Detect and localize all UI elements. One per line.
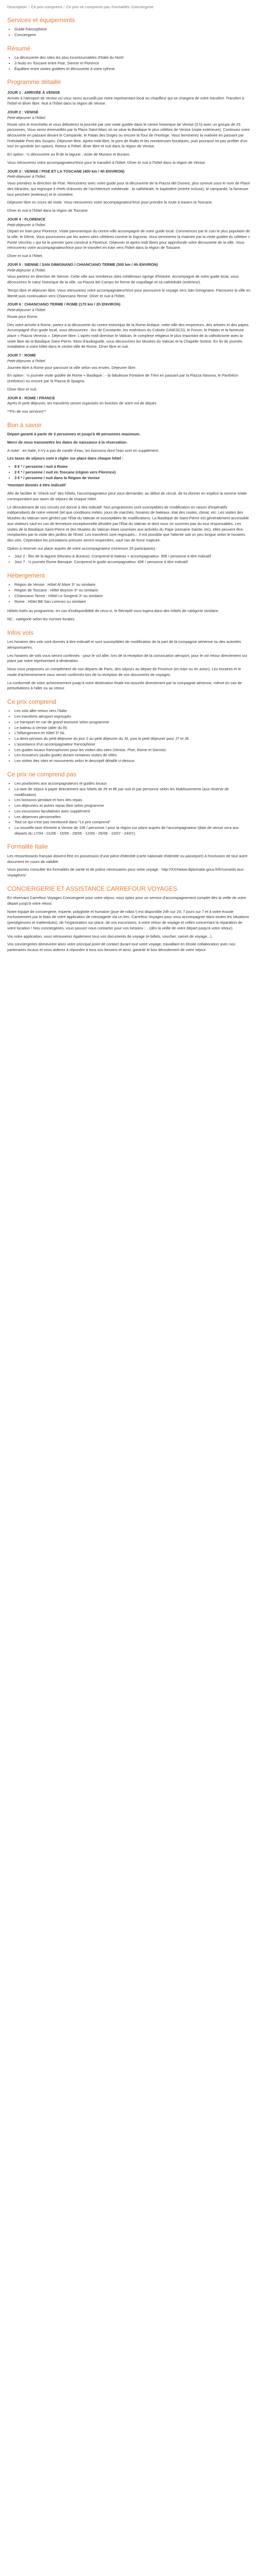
itinerary-day-paragraph: Dîner et nuit à l'hôtel. (7, 253, 43, 259)
itinerary-day (7, 169, 251, 214)
nc-note: NC : catégorie selon les normes locales (7, 616, 75, 621)
section-title-infos-vols: Infos vols (7, 629, 34, 636)
itinerary-day (7, 217, 251, 259)
itinerary-day-subtitle: Petit-déjeuner à l'hôtel. (7, 115, 46, 120)
paragraph: Le déroulement de nos circuits est donné à titre indicatif. Nos programmes sont susceptibles de modification en raison d'impératifs indépendants de notre volonté (tel que conditions météo, jours de marchés, horaires de bateaux, état des routes, climat, etc. Les visites des Musées du Vatican sont gérées par l'État du Vatican et susceptibles de modifications. La Basilique de Saint-Pierre est généralement accessible aux visiteurs sauf en cas de fermeture exceptionnelle décidée par l'État du Vatican et dont nous ne sommes pas du tout responsables. Les visites de la Basilique Saint-Pierre et des Musées du Vatican étant soumises aux activités du Pape (semaine Sainte, etc), elles peuvent être remplacées par la visite des jardins de l'Eveil. Les transferts sont regroupés... Il est possible que l'attente soit un peu longue selon le horaires des vols. Cependant les prestations prévues seront respectées, sauf cas de force majeure. (7, 504, 249, 543)
section-title-comprend: Ce prix comprend (7, 698, 56, 705)
services-list (7, 27, 251, 38)
list-item: • La découverte des sites les plus incontournables d'Italie du Nord (14, 55, 251, 61)
paragraph: Option à réserver sur place auprès de votre accompagnateur (minimum 25 participants) : (7, 546, 157, 551)
list-item: • Les écouteurs (audio guide) durant certaines visites de villes (14, 753, 251, 758)
itinerary-day (7, 396, 251, 415)
itinerary-day-title: JOUR 2 : VENISE (7, 110, 39, 115)
itinerary-day-paragraph: **Fin de nos services** (7, 409, 46, 414)
list-item: • Les transferts aéroport regroupés (14, 714, 251, 720)
resume-list (7, 55, 251, 72)
itinerary-day-paragraph: Vous prendrez la direction de Pise. Rencontrez avec votre guide pour la découverte de la Piazza del Duomo, plus connue sous le nom de Place des Miracles, qui regroupe 4 chefs d'œuvres de l'architecture médiévale : la cathédrale, le baptistère (entrée incluse), le campanile, la fameuse tour penchée (extérieur) et le cimetière. (7, 181, 250, 197)
list-item: • Les guides locaux francophones pour les visites des sites (Venise, Pise, Rome et Sienne) (14, 748, 251, 753)
page (0, 0, 258, 953)
dates-naissance-text: Merci de nous transmettre les dates de naissance à la réservation. (7, 439, 127, 445)
nav-link-prix-ne-comprend[interactable]: Ce prix ne comprend pas (66, 5, 110, 9)
itinerary-day-title: JOUR 5 : SIENNE / SAN GIMIGNANO / CHIANCIANO TERME (300 km / 4h ENVIRON) (7, 262, 158, 267)
eau-note: A noter : en Italie, il n'y a pas de carafe d'eau, les boissons dont l'eau sont en supplément. (7, 448, 159, 453)
list-item: • Jour 7 : ½ journée Rome Baroque. Comprend le guide accompagnateur. 45€ / personne à titre indicatif (14, 560, 251, 565)
itinerary-day-subtitle: Petit-déjeuner à l'hôtel. (7, 267, 46, 273)
list-item: • Le transport en car de grand tourisme selon programme (14, 720, 251, 725)
paragraph: Les horaires des vols sont donnés à titre indicatif et sont susceptibles de modification de la part de la compagnie aérienne ou des autorités aéroportuaires. (7, 639, 241, 650)
itinerary-day-title: JOUR 8 : ROME / FRANCE (7, 395, 55, 400)
section-title-resume: Résumé (7, 44, 30, 52)
paragraph: En réservant Carrefour Voyages Conciergerie pour votre séjour, vous optez pour un service d'accompagnement complet dès la veille de votre départ jusqu'à votre retour. (7, 895, 246, 906)
taxes-list (7, 464, 251, 481)
itinerary-day (7, 262, 251, 299)
nav-link-description[interactable]: Description (7, 5, 27, 9)
ne-comprend-list (7, 781, 251, 836)
itinerary-day (7, 110, 251, 166)
itinerary-day (7, 90, 251, 107)
list-item: • Équilibre entre visites guidées et découverte à votre rythme (14, 66, 251, 72)
paragraph: Les horaires de vols vous seront confirmés - pour le vol aller, lors de la réception de la convocation aéroport, pour le vol retour directement sur place par notre représentant à destination. (7, 653, 248, 664)
list-item: • L'assistance d'un accompagnateur francophone (14, 742, 251, 748)
nav-link-prix-comprend[interactable]: Ce prix comprend (31, 5, 62, 9)
list-item: • 8 € * / personne / nuit à Rome (14, 464, 251, 470)
list-item: • La nouvelle taxe d'entrée à Venise de 10€ / personne / pour la région sur place auprès de l'accompagnateur (date de venue sera aux départs du 17/04 - 01/05 - 15/05 - 29/05 - 12/06 - 26/06 - 10/07 - 24/07). (14, 825, 251, 836)
programme-days (7, 90, 251, 415)
list-item: • Chianciano Terme : Hôtel Le Sorgenti 3* ou similaire (14, 594, 251, 599)
itinerary-day-paragraph: Route pour Rome. (7, 314, 39, 319)
depart-garanti-text: Départ garanti à partir de 2 personnes et jusqu'à 49 personnes maximum. (7, 432, 141, 437)
itinerary-day (7, 302, 251, 350)
list-item: • Région de Venise : Hôtel Al Mare 3* ou similaire (14, 582, 251, 588)
itinerary-day-paragraph: Journée libre à Rome pour parcourir la ville selon vos envies. Déjeuner libre. (7, 365, 137, 370)
section-nav (7, 4, 251, 10)
paragraph: Afin de faciliter le "check-out" des hôtels, l'accompagnateur peut vous demander, au début de circuit, de lui donner en espèce la somme totale correspondant aux taxes de séjours de chaque hôtel. (7, 491, 247, 501)
list-item: • Rome : Hôtel BB San Lorenzo ou similaire (14, 599, 251, 605)
nav-separator: / (63, 5, 65, 9)
paragraph: Notre équipe de conciergerie, experte, polyglotte et humaine (joue de robot !) est disponible 24h sur 24, 7 jours sur 7 et à votre écoute exclusivement par le biais de votre application de messagerie via un lien. Carrefour Voyages pour vous accompagner dans toutes les situations (prestigieuses et inattendues), de l'organisation sur place, de vos excursions, à votre retour de voyage et celles concernant la réparation de votre location ! Nos conciergeries, vous pouvez nous contacter pour vos besoins : ...(dès la veille de votre départ jusqu'à votre retour). (7, 909, 249, 930)
itinerary-day-paragraph: En option : ½ découverte au fil de la lagune : visite de Murano et Burano. (7, 152, 131, 157)
itinerary-day-subtitle: Petit-déjeuner à l'hôtel. (7, 174, 46, 179)
itinerary-day (7, 353, 251, 392)
section-title-services: Services et équipements (7, 16, 75, 24)
list-item: • Tout ce qui n'est pas mentionné dans "Le prix comprend" (14, 820, 251, 825)
list-item: • 3 Nuits en Toscane entre Pise, Sienne et Florence (14, 61, 251, 66)
paragraph: Les ressortissants français doivent être en possession d'une pièce d'identité (carte nationale d'identité ou passeport) à l'exclusion de tout autre document en cours de validité. (7, 853, 248, 864)
itinerary-day-paragraph: En option : ½ journée visite guidée de Rome + Basilique : - la fabuleuse Fontaine de Trévi en passant par la Piazza Navona, le Panthéon (extérieur) ou encore par la Piazza di Spagna. (7, 373, 238, 384)
itinerary-day-paragraph: Route vers le tronchetto et vous débuterez la journée par une visite guidée dans le centre historique de Venise (3 h) avec un groupe de 25 personnes. Vous serez émerveillés par la Place Saint-Marc où se situe la Basilique le plus célèbre de Venise (visite extérieure). Continuez votre découverte en passant devant le Campanile, le Palais des Doges ou encore la Tour de l'Horloge. Vous terminerez la matinée en passant par l'inévitable Pont des Soupirs. Déjeuner libre. Après-midi libre, le pont de Rialto et les nombreuses boutiques, puis pourquoi ne pas profiter d'un tour en gondole (en option). Retour à l'hôtel, dîner libre et nuit dans la région de Venise. (7, 122, 250, 149)
list-item: • Le bateau à Venise (aller du R) (14, 725, 251, 731)
paragraph: Via notre application, vous retrouverez également tous vos documents de voyage (e-billets, voucher, carnet de voyage...). (7, 934, 213, 939)
list-item: • Les vols aller-retour vers l'Italie (14, 708, 251, 714)
itinerary-day-title: JOUR 1 : ARRIVÉE À VENISE (7, 90, 60, 95)
list-item: • Les boissons pendant et hors des repas (14, 798, 251, 803)
taxes-footnote: *montant donnés à titre indicatif (7, 483, 66, 488)
list-item: • Région de Toscane : Hôtel Boynon 3* ou similaire (14, 588, 251, 594)
itinerary-day-paragraph: Dîner libre et nuit. (7, 386, 38, 392)
nav-link-formalites[interactable]: Formalités (111, 5, 130, 9)
list-item: • 2 € * / personne / nuit en Toscane (région vers Florence) (14, 470, 251, 476)
hotels-list (7, 582, 251, 604)
itinerary-day-paragraph: Départ en train pour Florence. Visite panoramique du centre-ville accompagné de votre guide local. Commencez par le coin le plus populaire de la ville, le Dôme. Vous poursuivrez par les autres sites célèbres comme la Signoria. Vous terminerez la matinée par la visite guidée du célèbre « Ponte Vecchio » qui fut le premier pont construit à Florence. Déjeuner et après-midi libres pour approfondir votre découverte de la ville. Vous retrouverez votre accompagnateur/trice pour le transfert en train vers l'hôtel dans la région de Toscane. (7, 229, 250, 250)
list-item: • Les dépenses personnelles (14, 815, 251, 820)
itinerary-day-paragraph: Déjeuner libre en cours de visite. Vous retrouverez votre accompagnateur/trice pour prendre la route à travers la Toscane. (7, 200, 213, 205)
list-item: • L'hébergement en hôtel 3* NL (14, 731, 251, 736)
list-item: • La taxe de séjour à payer directement aux hôtels de 2€ et 8€ par nuit et par personne selon les établissements (aux réserve de modification) (14, 787, 251, 798)
hotels-note: Hôtels listés au programme, en cas d'indisponibilité de ceux-ci, le Réceptif vous logera dans des hôtels de catégorie similaire. (7, 608, 219, 614)
itinerary-day-paragraph: Temps libre et déjeuner libre. Vous retrouverez votre accompagnateur/trice pour poursuivre le voyage vers San Gimignano. Parcourez la ville en liberté puis continuation vers Chianciano Terme. Dîner et nuit à l'hôtel. (7, 287, 251, 298)
list-item: • Guide francophone (14, 27, 251, 32)
paragraph: Nous vous proposons un complément de nos départs de Paris, des séjours au départ de Province (en train ou en avion). Les horaires et le mode d'acheminement vous seront confirmés lors de la réception de vos documents de voyages. (7, 667, 241, 677)
itinerary-day-paragraph: Vous retrouverez votre accompagnateur/trice pour le transfert à l'hôtel. Dîner et nuit à l'hôtel dans la région de Venise. (7, 160, 206, 165)
list-item: • Les visites des sites et monuments selon le descriptif détaillé ci-dessus (14, 758, 251, 764)
list-item: • Les excursions facultatives avec supplément (14, 809, 251, 815)
section-title-formalite: Formalité Italie (7, 843, 48, 851)
itinerary-day-title: JOUR 7 : ROME (7, 353, 36, 358)
paragraph: Vous pouvez consulter les formalités de santé et de police nécessaires pour votre voyage : http://XXXwww.diplomatie.gouv.fr/fr/conseils-aux-voyageurs/ (7, 867, 245, 878)
list-item: • Les pourboires aux accompagnateurs et guides locaux (14, 781, 251, 787)
list-item: • 3 € * / personne / nuit dans la Région de Venise (14, 476, 251, 481)
section-title-programme: Programme détaillé (7, 78, 61, 86)
itinerary-day-subtitle: Petit-déjeuner à l'hôtel. (7, 358, 46, 363)
comprend-list (7, 708, 251, 764)
itinerary-day-paragraph: Dès votre arrivée à Rome, partez à la découverte du centre historique de la Rome Antique, cette ville des empereurs, des artistes et des papes. Accompagné d'un guide local, vous découvrirez : Arc de Constantin, les extérieurs du Colisée (UNESCO), le Forum, le Palatin et la fameuse place « Piazza Venezia ». Déjeuner libre. L'après-midi direction le Vatican, le complexe religieux le plus important de la catholicisme avec la visite libre de la Basilique Saint-Pierre. Muni d'audioguide, vous découvrirez les Musées du Vatican et la Chapelle Sixtine. En fin de journée, installation à votre hôtel dans le centre-ville de Rome. Dîner libre et nuit. (7, 322, 250, 349)
itinerary-day-paragraph: Vous partirez en direction de Sienne. Cette ville aux nombreux sites médiévaux rigorge d'histoire. Accompagné de votre guide local, vous découvrirez le cœur historique de la ville, sa Piazza del Campo en forme de coquillage et sa cathédrale (extérieur). (7, 274, 239, 285)
itinerary-day-paragraph: Dîner et nuit à l'hôtel dans la région de Toscane. (7, 208, 89, 213)
section-title-ne-comprend: Ce prix ne comprend pas (7, 770, 77, 778)
itinerary-day-subtitle: Petit-déjeuner à l'hôtel. (7, 222, 46, 227)
paragraph: La conformité de votre acheminement jusqu'à votre destination finale est assurée directement par la compagnie aérienne, même en cas de perturbations à l'aller ou au retour. (7, 680, 242, 691)
section-title-conciergerie: CONCIERGERIE ET ASSISTANCE CARREFOUR VOYAGES (7, 885, 178, 892)
nav-link-conciergerie[interactable]: Conciergerie (131, 5, 154, 9)
itinerary-day-paragraph: Après le petit déjeuner, les transferts seront organisés en fonction de votre vol de départ. (7, 401, 157, 406)
taxes-intro: Les taxes de séjours sont à régler sur place dans chaque hôtel : (7, 456, 124, 461)
list-item: • Conciergerie (14, 32, 251, 38)
list-item: • Les déjeuners et autres repas libre selon programme (14, 803, 251, 809)
section-title-hebergement: Hébergement (7, 571, 45, 579)
itinerary-day-subtitle: Petit-déjeuner à l'hôtel. (7, 308, 46, 313)
nav-separator: / (28, 5, 30, 9)
itinerary-day-title: JOUR 3 : VENISE / PISE ET LA TOSCANE (400 km / 4h ENVIRON) (7, 168, 125, 174)
section-title-bon-a-savoir: Bon à savoir (7, 421, 42, 429)
options-list (7, 554, 251, 565)
itinerary-day-title: JOUR 6 : CHIANCIANO TERME / ROME (170 km / 2h ENVIRON) (7, 302, 121, 307)
paragraph: Vos conciergeries demeurent alors votre principal point de contact durant tout votre voyage, travaillant en étroite collaboration avec nos partenaires locaux et vous aiderez à répondre à tous vos besoins et ainsi, garantir le bon déroulement de votre séjour. (7, 942, 236, 953)
list-item: • La demi-pension du petit-déjeuner du jour 2 au petit déjeuner du J6, puis le petit déjeuner pour J7 et J8 (14, 736, 251, 742)
itinerary-day-title: JOUR 4 : FLORENCE (7, 216, 45, 222)
list-item: • Jour 2 : Îles de la lagune (Murano & Burano). Comprend le bateau + accompagnateur. 35€ / personne à titre indicatif (14, 554, 251, 560)
itinerary-day-paragraph: Arrivée à l'aéroport de Venise où vous serez accueilli par notre représentant local ou chauffeur qui se chargera de votre transfert. Transfert à l'hôtel et dîner libre. Nuit à l'hôtel dans la région de Venise. (7, 95, 244, 106)
